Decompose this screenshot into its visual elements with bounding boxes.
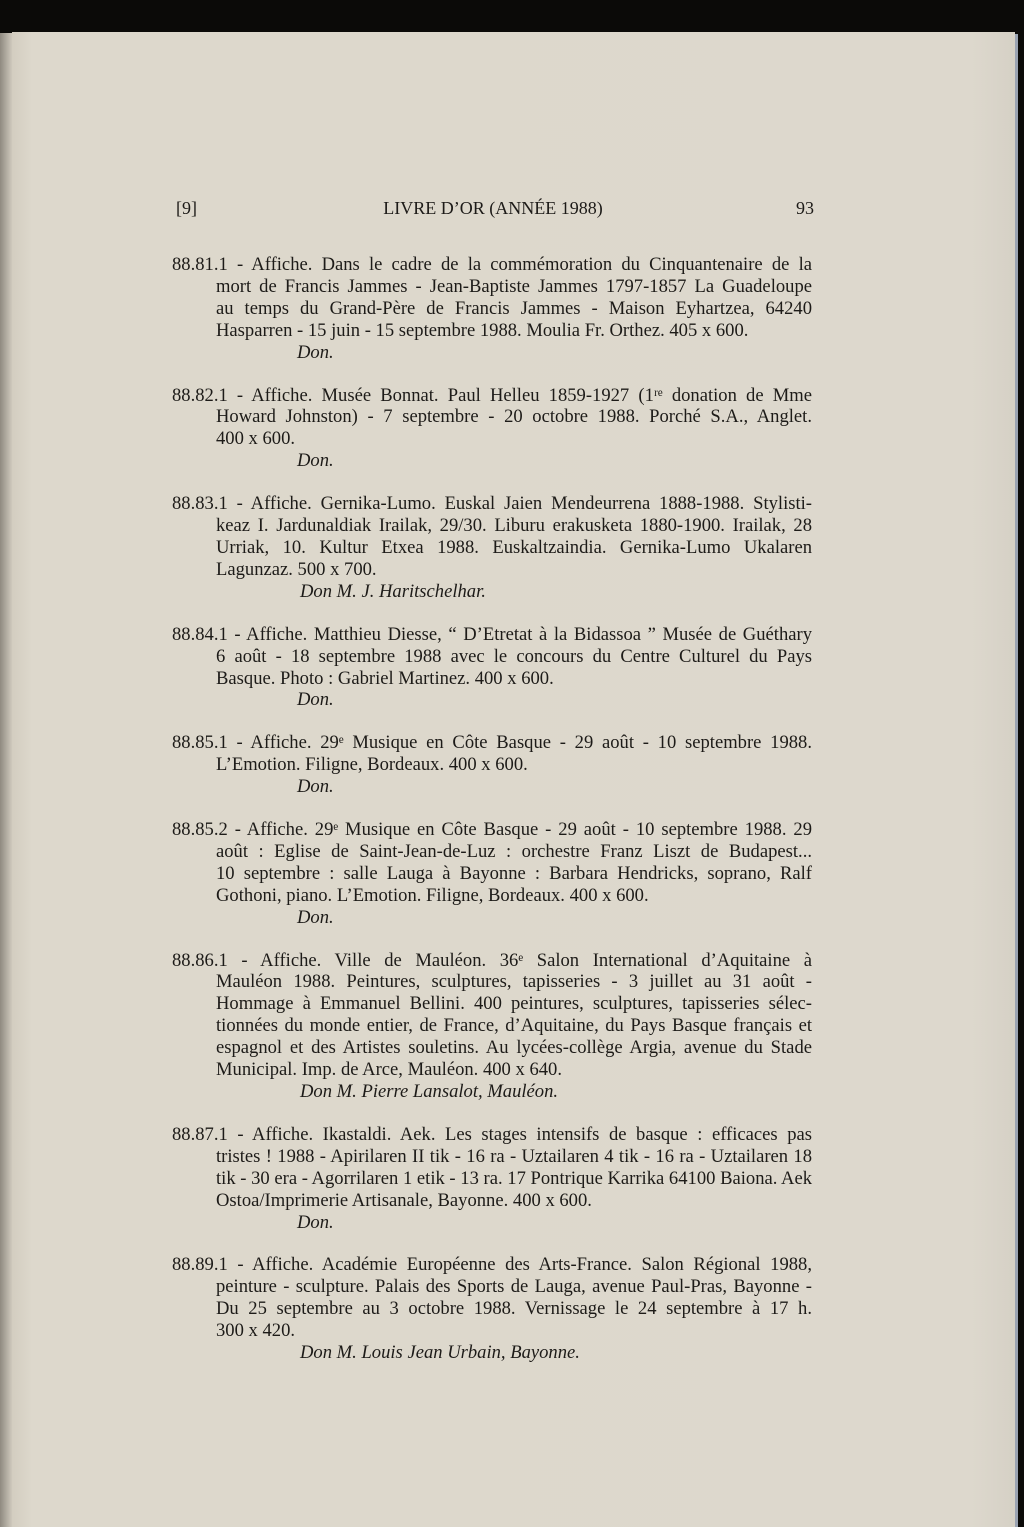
catalogue-entry — [172, 950, 812, 1103]
entry-line: Ostoa/Imprimerie Artisanale, Bayonne. 400 x 600. — [216, 1189, 592, 1211]
entry-donor: Don. — [297, 906, 334, 928]
entry-line: espagnol et des Artistes souletins. Au lycées-collège Argia, avenue du Stade — [216, 1037, 812, 1059]
entry-line: keaz I. Jardunaldiak Irailak, 29/30. Liburu erakusketa 1880-1900. Irailak, 28 — [216, 515, 812, 537]
entry-first-line: 88.81.1 - Affiche. Dans le cadre de la commémoration du Cinquantenaire de la — [172, 254, 812, 275]
entry-line: Mauléon 1988. Peintures, sculptures, tapisseries - 3 juillet au 31 août - — [216, 971, 812, 993]
entry-line: 400 x 600. — [216, 428, 296, 450]
entry-first-line: 88.87.1 - Affiche. Ikastaldi. Aek. Les stages intensifs de basque : efficaces pas — [172, 1123, 812, 1145]
entry-first-line: 88.89.1 - Affiche. Académie Européenne des Arts-France. Salon Régional 1988, — [172, 1254, 812, 1276]
section-number: [9] — [176, 198, 197, 218]
catalogue-entry — [172, 1254, 812, 1364]
entry-line: tionnées du monde entier, de France, d’Aquitaine, du Pays Basque français et — [216, 1015, 812, 1037]
entry-line: Gothoni, piano. L’Emotion. Filigne, Bordeaux. 400 x 600. — [216, 884, 649, 906]
catalogue-entry — [172, 732, 812, 798]
entry-donor: Don M. Pierre Lansalot, Mauléon. — [300, 1081, 559, 1102]
entry-line: Basque. Photo : Gabriel Martinez. 400 x 600. — [216, 667, 554, 689]
entry-line: 6 août - 18 septembre 1988 avec le concours du Centre Culturel du Pays — [216, 645, 812, 667]
entry-first-line: 88.82.1 - Affiche. Musée Bonnat. Paul Helleu 1859-1927 (1ʳᵉ donation de Mme — [172, 384, 812, 406]
running-title: LIVRE D’OR (ANNÉE 1988) — [383, 198, 603, 218]
entry-line: Urriak, 10. Kultur Etxea 1988. Euskaltzaindia. Gernika-Lumo Ukalaren — [216, 536, 812, 558]
entry-donor: Don. — [297, 776, 334, 798]
entry-line: peinture - sculpture. Palais des Sports de Lauga, avenue Paul-Pras, Bayonne - — [216, 1276, 812, 1298]
entry-donor: Don. — [297, 1211, 334, 1233]
entry-line: 300 x 420. — [216, 1320, 296, 1342]
entry-line: Municipal. Imp. de Arce, Mauléon. 400 x 640. — [216, 1059, 562, 1081]
entry-line: au temps du Grand-Père de Francis Jammes - Maison Eyhartzea, 64240 — [216, 297, 812, 319]
entry-line: tristes ! 1988 - Apirilaren II tik - 16 ra - Uztailaren 4 tik - 16 ra - Uztailaren 18 — [216, 1145, 812, 1167]
entry-first-line: 88.85.2 - Affiche. 29ᵉ Musique en Côte Basque - 29 août - 10 septembre 1988. 29 — [172, 819, 812, 841]
page-edge — [1015, 34, 1018, 1527]
entry-donor: Don M. Louis Jean Urbain, Bayonne. — [300, 1342, 580, 1364]
entry-line: Howard Johnston) - 7 septembre - 20 octobre 1988. Porché S.A., Anglet. — [216, 406, 812, 428]
entry-first-line: 88.86.1 - Affiche. Ville de Mauléon. 36ᵉ Salon International d’Aquitaine à — [172, 949, 812, 971]
entry-first-line: 88.85.1 - Affiche. 29ᵉ Musique en Côte Basque - 29 août - 10 septembre 1988. — [172, 732, 812, 754]
entry-donor: Don. — [297, 689, 334, 711]
catalogue-entry — [172, 385, 812, 473]
entry-line: 10 septembre : salle Lauga à Bayonne : Barbara Hendricks, soprano, Ralf — [216, 862, 812, 884]
entry-first-line: 88.84.1 - Affiche. Matthieu Diesse, “ D’Etretat à la Bidassoa ” Musée de Guéthary — [172, 623, 812, 645]
entry-donor: Don M. J. Haritschelhar. — [300, 580, 486, 602]
catalogue-entries — [172, 254, 812, 1385]
running-header — [172, 198, 814, 222]
entry-line: Hasparren - 15 juin - 15 septembre 1988. Moulia Fr. Orthez. 405 x 600. — [216, 319, 749, 341]
catalogue-entry — [172, 254, 812, 364]
entry-line: mort de Francis Jammes - Jean-Baptiste Jammes 1797-1857 La Guadeloupe — [216, 275, 812, 297]
entry-line: Du 25 septembre au 3 octobre 1988. Vernissage le 24 septembre à 17 h. — [216, 1298, 812, 1320]
entry-donor: Don. — [297, 341, 334, 363]
catalogue-entry — [172, 493, 812, 603]
entry-line: Lagunzaz. 500 x 700. — [216, 558, 377, 580]
entry-line: tik - 30 era - Agorrilaren 1 etik - 13 ra. 17 Pontrique Karrika 64100 Baiona. Aek — [216, 1167, 812, 1189]
entry-donor: Don. — [297, 450, 334, 472]
entry-first-line: 88.83.1 - Affiche. Gernika-Lumo. Euskal Jaien Mendeurrena 1888-1988. Stylisti- — [172, 493, 812, 515]
entry-line: août : Eglise de Saint-Jean-de-Luz : orchestre Franz Liszt de Budapest... — [216, 840, 812, 862]
catalogue-entry — [172, 1124, 812, 1234]
previous-page-edge — [0, 33, 12, 1527]
catalogue-entry — [172, 819, 812, 929]
entry-line: Hommage à Emmanuel Bellini. 400 peintures, sculptures, tapisseries sélec- — [216, 993, 812, 1015]
catalogue-entry — [172, 624, 812, 712]
page-number: 93 — [796, 198, 814, 218]
entry-line: L’Emotion. Filigne, Bordeaux. 400 x 600. — [216, 754, 528, 776]
